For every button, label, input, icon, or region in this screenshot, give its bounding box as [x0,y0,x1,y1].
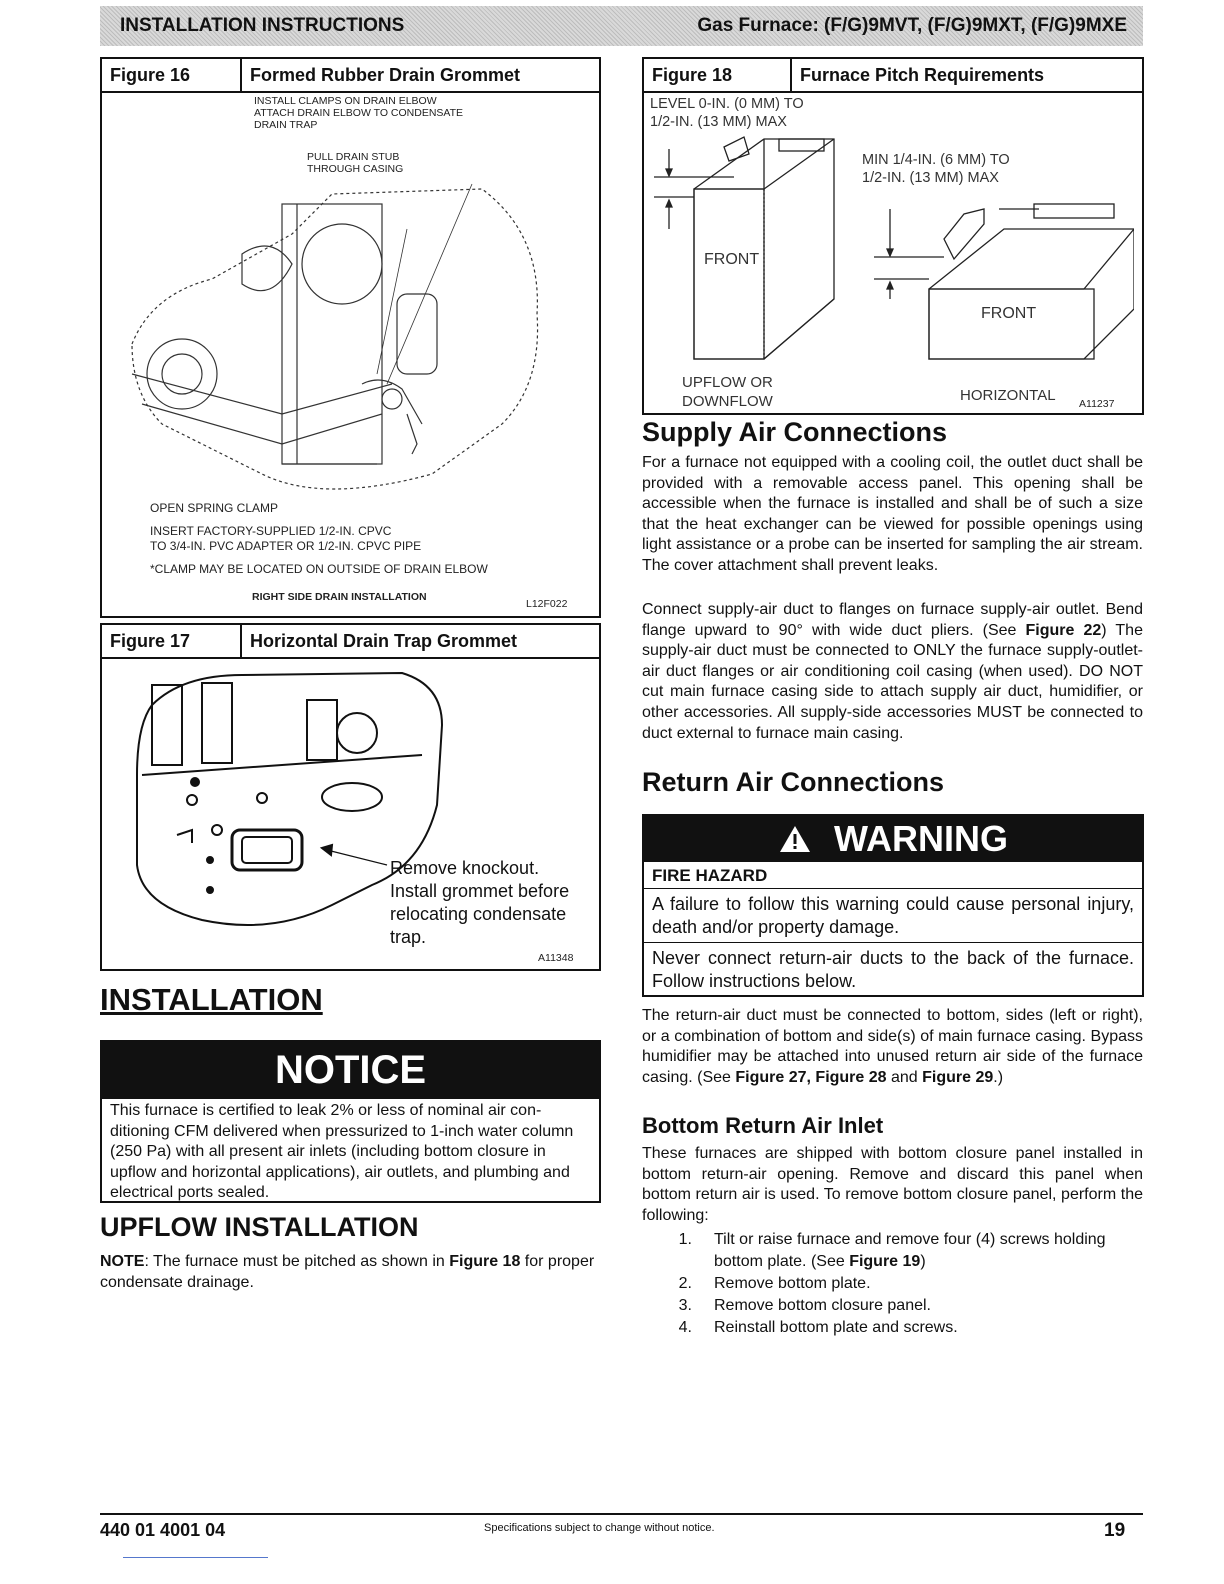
list-item: 4. Reinstall bottom plate and screws. [678,1319,958,1336]
figure-18-upflow-label: UPFLOW OR DOWNFLOW [682,374,773,410]
note-text-b: for proper condensate drainage. [100,1253,595,1291]
supply-paragraph-2 [642,600,1143,744]
warning-text-1: A failure to follow this warning could cause personal injury, death and/or property damage. [652,894,1134,937]
figure-17-callout: Remove knockout. Install grommet before relocating condensate trap. [390,858,570,947]
figure-16-code: L12F022 [526,598,568,610]
list-item: 1. Tilt or raise furnace and remove four (4) screws holding bottom plate. (See Figure 19) [678,1231,1106,1270]
note-label: NOTE [100,1253,145,1270]
warning-label: WARNING [834,818,1008,859]
figure-16-caption: RIGHT SIDE DRAIN INSTALLATION [252,591,427,603]
figure-16-title: Formed Rubber Drain Grommet [250,65,521,85]
header-right: Gas Furnace: (F/G)9MVT, (F/G)9MXT, (F/G)9MXE [697,15,1127,36]
figure-18-horizontal-label: HORIZONTAL [960,387,1056,404]
installation-heading: INSTALLATION [100,982,323,1017]
figure-16 [100,57,601,618]
supply-heading: Supply Air Connections [642,417,948,447]
bottom-return-paragraph: These furnaces are shipped with bottom closure panel installed in bottom return-air opening. Remove and discard this panel when bottom return air is used. To remove bottom closure panel, perform the following: [642,1145,1143,1224]
warning-banner [644,816,1142,862]
notice-text: This furnace is certified to leak 2% or less of nominal air con-ditioning CFM delivered when pressurized to 1-inch water column (250 Pa) with all present air inlets (including bottom closure in upflow and horizontal applications), air outlets, and plumbing and electrical ports sealed. [110,1102,574,1202]
figure-16-note-insert: INSERT FACTORY-SUPPLIED 1/2-IN. CPVC TO 3/4-IN. PVC ADAPTER OR 1/2-IN. CPVC PIPE [150,524,422,553]
figure-18-level-label: LEVEL 0-IN. (0 MM) TO 1/2-IN. (13 MM) MAX [650,96,804,130]
upflow-note [100,1252,601,1293]
figure-16-number: Figure 16 [102,59,242,91]
warning-box [642,814,1144,997]
warning-text-2: Never connect return-air ducts to the back of the furnace. Follow instructions below. [652,948,1134,991]
figure-16-note-open-clamp: OPEN SPRING CLAMP [150,501,279,515]
figure-16-note-clamp-location: *CLAMP MAY BE LOCATED ON OUTSIDE OF DRAIN ELBOW [150,562,488,576]
footer-disclaimer: Specifications subject to change without notice. [484,1522,715,1534]
bottom-return-steps [642,1229,1143,1339]
figure-18-illustration [654,129,1134,369]
figure-18-number: Figure 18 [644,59,792,91]
return-heading: Return Air Connections [642,767,945,797]
figure-18 [642,57,1144,415]
figure-17-title: Horizontal Drain Trap Grommet [250,631,518,651]
supply-p2-a: Connect supply-air duct to flanges on furnace supply-air outlet. Bend flange upward to 90° with wide duct pliers. (See [642,601,1143,639]
figure-18-code: A11237 [1079,398,1115,410]
figure-18-min-label: MIN 1/4-IN. (6 MM) TO 1/2-IN. (13 MM) MAX [862,152,1010,186]
figure-18-front-1: FRONT [704,251,760,268]
warning-triangle-icon [778,824,812,854]
fire-hazard-label: FIRE HAZARD [652,866,768,885]
figure-17 [100,623,601,971]
figure-18-title: Furnace Pitch Requirements [800,65,1045,85]
upflow-heading: UPFLOW INSTALLATION [100,1212,419,1242]
supply-p2-b: ) The supply-air duct must be connected to ONLY the furnace supply-outlet-air duct flanges or air conditioning coil casing (when used). DO NOT cut main furnace casing side to attach supply air duct, humidifier, or other accessories. All supply-side accessories MUST be connected to duct external to furnace main casing. [642,621,1143,742]
supply-figure-ref: Figure 22 [1025,621,1102,639]
footer-page-number: 19 [1104,1520,1126,1541]
return-p1-and: and [886,1068,923,1086]
note-text-a: : The furnace must be pitched as shown in [144,1253,450,1270]
figure-16-callout-clamps: INSTALL CLAMPS ON DRAIN ELBOW ATTACH DRAIN ELBOW TO CONDENSATE DRAIN TRAP [254,95,464,131]
return-figure-refs: Figure 27, Figure 28 [735,1068,887,1086]
notice-box [100,1040,601,1203]
return-p1-a: The return-air duct must be connected to bottom, sides (left or right), or a combination of bottom and side(s) of main furnace casing. Bypass humidifier may be attached into unused return air side of the furnace casing. (See [642,1007,1143,1086]
note-figure-ref: Figure 18 [449,1253,521,1270]
figure-16-callout-stub: PULL DRAIN STUB THROUGH CASING [307,151,404,175]
bottom-return-heading: Bottom Return Air Inlet [642,1113,884,1138]
return-p1-b: .) [993,1068,1004,1086]
supply-paragraph-1: For a furnace not equipped with a cooling coil, the outlet duct shall be provided with a removable access panel. This opening shall be accessible when the furnace is installed and shall be of such a size that the heat exchanger can be viewed for possible openings using light assistance or a probe can be inserted for sampling the air stream. The cover attachment shall prevent leaks. [642,454,1143,574]
figure-17-number: Figure 17 [102,625,242,657]
figure-16-illustration [122,174,562,494]
footer-doc-number: 440 01 4001 04 [100,1520,226,1540]
return-paragraph [642,1006,1143,1088]
notice-banner: NOTICE [102,1042,599,1099]
step-figure-ref: Figure 19 [849,1253,921,1270]
page-header [100,6,1143,46]
footer-link-line [123,1557,268,1558]
figure-17-code: A11348 [538,952,574,964]
return-figure-ref-29: Figure 29 [922,1068,994,1086]
list-item: 3. Remove bottom closure panel. [678,1297,931,1314]
list-item: 2. Remove bottom plate. [678,1275,871,1292]
header-left: INSTALLATION INSTRUCTIONS [120,15,405,36]
figure-18-front-2: FRONT [981,305,1037,322]
footer-rule [100,1513,1143,1515]
